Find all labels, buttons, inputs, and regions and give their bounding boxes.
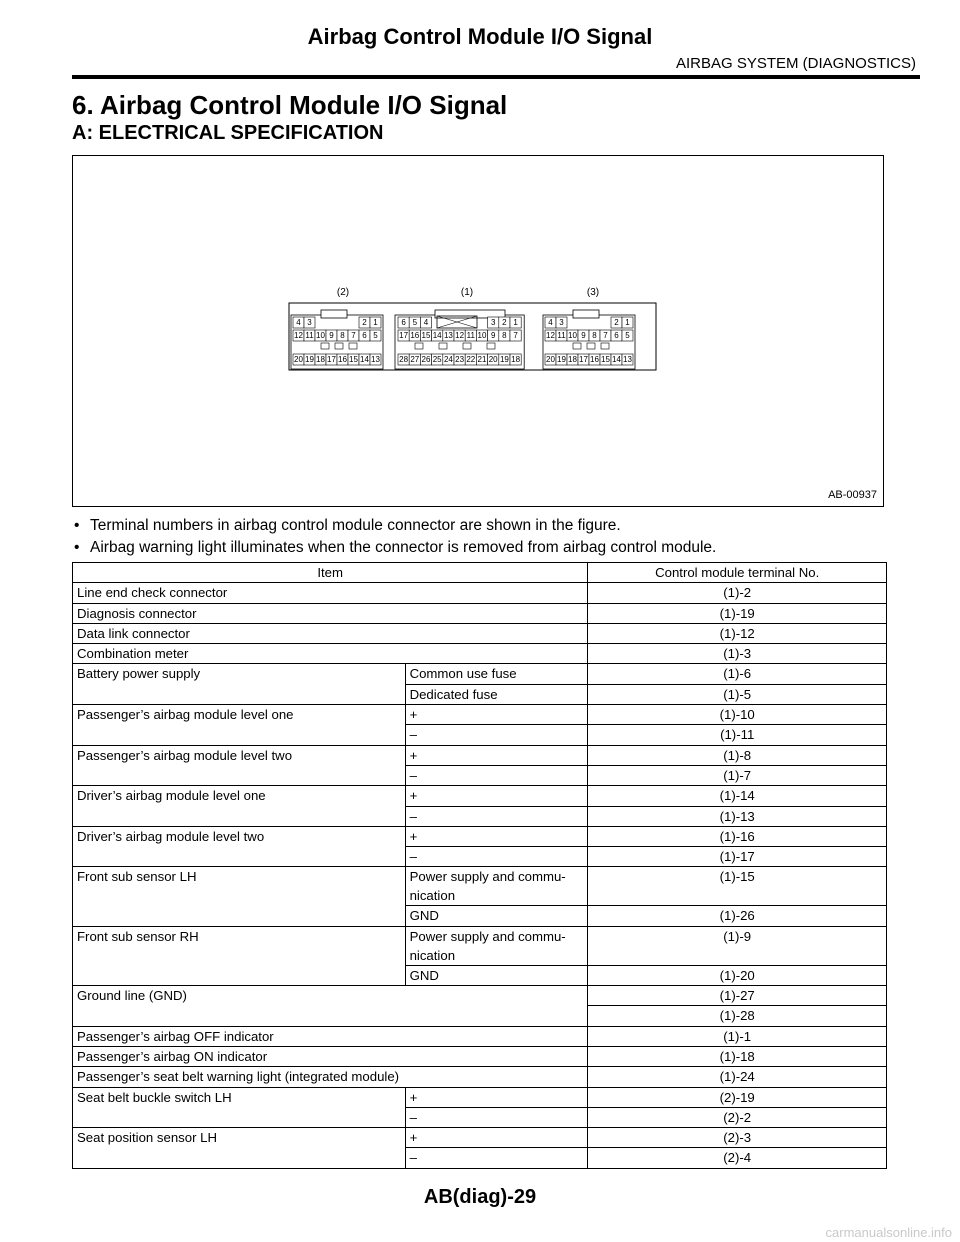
cell-terminal: (1)-1 <box>588 1026 887 1046</box>
connector-key <box>573 343 581 349</box>
table-header-row <box>73 563 887 583</box>
table-row <box>73 583 887 603</box>
cell-item: Battery power supply <box>73 664 406 705</box>
cell-terminal: (1)-18 <box>588 1046 887 1066</box>
terminal-label: 19 <box>499 355 509 364</box>
header-divider <box>72 75 920 79</box>
section-title: 6. Airbag Control Module I/O Signal <box>72 90 508 120</box>
cell-item: Passenger’s airbag ON indicator <box>73 1046 588 1066</box>
terminal-label: 18 <box>316 355 325 364</box>
terminal-label: 7 <box>603 331 608 340</box>
cell-terminal: (1)-7 <box>588 765 887 785</box>
connector-2 <box>291 310 383 369</box>
connector-key <box>463 343 471 349</box>
table-row <box>73 664 887 684</box>
terminal-label: 13 <box>443 331 453 340</box>
terminal-label: 16 <box>338 355 347 364</box>
cell-terminal: (1)-11 <box>588 725 887 745</box>
table-row <box>73 603 887 623</box>
terminal-label: 17 <box>327 355 336 364</box>
cell-sub <box>405 926 588 965</box>
page-header-title: Airbag Control Module I/O Signal <box>307 24 653 49</box>
connector-latch <box>573 310 599 318</box>
terminal-label: 12 <box>294 331 303 340</box>
cell-terminal: (1)-13 <box>588 806 887 826</box>
terminal-label: 18 <box>511 355 521 364</box>
terminal-label: 11 <box>466 331 475 340</box>
terminal-label: 20 <box>546 355 555 364</box>
cell-item: Passenger’s seat belt warning light (integrated module) <box>73 1067 588 1087</box>
cell-item: Passenger’s airbag module level one <box>73 705 406 746</box>
terminal-label: 1 <box>625 318 630 327</box>
connector-label-1: (1) <box>460 287 474 298</box>
cell-terminal: (2)-19 <box>588 1087 887 1107</box>
terminal-label: 8 <box>340 331 345 340</box>
cell-sub: + <box>405 1087 588 1107</box>
cell-item: Seat position sensor LH <box>73 1128 406 1169</box>
connector-key <box>321 343 329 349</box>
io-signal-table <box>72 562 887 1169</box>
terminal-label: 26 <box>421 355 431 364</box>
table-row <box>73 745 887 765</box>
cell-sub: + <box>405 705 588 725</box>
connector-key <box>349 343 357 349</box>
cell-item: Driver’s airbag module level two <box>73 826 406 867</box>
cell-sub: + <box>405 786 588 806</box>
cell-terminal: (1)-26 <box>588 906 887 926</box>
cell-terminal: (2)-2 <box>588 1107 887 1127</box>
connector-figure <box>72 155 884 507</box>
terminal-label: 2 <box>502 318 507 327</box>
terminal-label: 16 <box>590 355 599 364</box>
cell-terminal: (1)-28 <box>588 1006 887 1026</box>
cell-sub: – <box>405 806 588 826</box>
header-item: Item <box>73 563 588 583</box>
table-row <box>73 1046 887 1066</box>
terminal-label: 4 <box>296 318 301 327</box>
terminal-label: 7 <box>513 331 518 340</box>
cell-terminal: (1)-5 <box>588 684 887 704</box>
connector-key <box>439 343 447 349</box>
terminal-label: 6 <box>362 331 367 340</box>
terminal-label: 4 <box>548 318 553 327</box>
terminal-label: 10 <box>316 331 325 340</box>
table-row <box>73 1067 887 1087</box>
terminal-label: 25 <box>432 355 442 364</box>
connector-label-3: (3) <box>586 287 600 298</box>
terminal-label: 13 <box>371 355 380 364</box>
cell-sub-line: Power supply and commu- <box>409 928 566 944</box>
terminal-label: 10 <box>568 331 577 340</box>
terminal-label: 14 <box>612 355 621 364</box>
terminal-label: 6 <box>401 318 406 327</box>
cell-terminal: (1)-15 <box>588 867 887 906</box>
terminal-label: 28 <box>399 355 409 364</box>
page-header-subtitle: AIRBAG SYSTEM (DIAGNOSTICS) <box>675 55 916 72</box>
terminal-label: 6 <box>614 331 619 340</box>
cell-item: Line end check connector <box>73 583 588 603</box>
connector-diagram <box>73 156 885 508</box>
connector-label-2: (2) <box>336 287 350 298</box>
cell-sub: – <box>405 1107 588 1127</box>
terminal-label: 8 <box>592 331 597 340</box>
terminal-label: 14 <box>360 355 369 364</box>
watermark: carmanualsonline.info <box>825 1225 952 1240</box>
cell-sub-line: Power supply and commu- <box>409 869 566 885</box>
terminal-label: 9 <box>490 331 496 340</box>
terminal-label: 27 <box>410 355 420 364</box>
cell-terminal: (1)-9 <box>588 926 887 965</box>
connector-3 <box>543 310 635 369</box>
cell-sub: + <box>405 1128 588 1148</box>
terminal-label: 3 <box>490 318 496 327</box>
terminal-label: 17 <box>399 331 409 340</box>
cell-terminal: (2)-3 <box>588 1128 887 1148</box>
table-row <box>73 786 887 806</box>
terminal-label: 9 <box>581 331 586 340</box>
cell-item: Diagnosis connector <box>73 603 588 623</box>
terminal-label: 19 <box>305 355 314 364</box>
terminal-label: 5 <box>625 331 630 340</box>
table-row <box>73 986 887 1006</box>
connector-1 <box>395 310 524 369</box>
connector-key <box>415 343 423 349</box>
figure-id: AB-00937 <box>828 489 877 501</box>
cell-terminal: (1)-20 <box>588 965 887 985</box>
cell-item: Seat belt buckle switch LH <box>73 1087 406 1128</box>
cell-terminal: (1)-14 <box>588 786 887 806</box>
connector-key <box>601 343 609 349</box>
cell-sub: + <box>405 745 588 765</box>
cell-sub: – <box>405 847 588 867</box>
terminal-label: 3 <box>559 318 564 327</box>
cell-terminal: (1)-17 <box>588 847 887 867</box>
cell-item: Data link connector <box>73 623 588 643</box>
terminal-label: 7 <box>351 331 356 340</box>
table-row <box>73 826 887 846</box>
terminal-label: 11 <box>305 331 314 340</box>
table-row <box>73 867 887 906</box>
terminal-label: 22 <box>466 355 476 364</box>
terminal-label: 19 <box>557 355 566 364</box>
cell-terminal: (1)-24 <box>588 1067 887 1087</box>
terminal-label: 20 <box>488 355 498 364</box>
cell-item: Passenger’s airbag OFF indicator <box>73 1026 588 1046</box>
cell-sub: GND <box>405 906 588 926</box>
terminal-label: 13 <box>623 355 632 364</box>
terminal-label: 17 <box>579 355 588 364</box>
terminal-label: 1 <box>373 318 378 327</box>
cell-sub: GND <box>405 965 588 985</box>
terminal-label: 20 <box>294 355 303 364</box>
cell-terminal: (1)-16 <box>588 826 887 846</box>
table-row <box>73 623 887 643</box>
note-item: • Airbag warning light illuminates when the connector is removed from airbag control module. <box>72 537 716 559</box>
terminal-label: 12 <box>546 331 555 340</box>
terminal-label: 18 <box>568 355 577 364</box>
terminal-label: 15 <box>421 331 431 340</box>
terminal-label: 8 <box>502 331 507 340</box>
cell-sub <box>405 867 588 906</box>
terminal-label: 5 <box>412 318 418 327</box>
cell-item: Combination meter <box>73 644 588 664</box>
note-item: • Terminal numbers in airbag control module connector are shown in the figure. <box>72 515 716 537</box>
terminal-label: 24 <box>443 355 453 364</box>
terminal-label: 2 <box>362 318 367 327</box>
cell-sub: Common use fuse <box>405 664 588 684</box>
cell-terminal: (2)-4 <box>588 1148 887 1168</box>
cell-sub: Dedicated fuse <box>405 684 588 704</box>
connector-key <box>587 343 595 349</box>
terminal-label: 12 <box>455 331 465 340</box>
terminal-label: 4 <box>423 318 429 327</box>
cell-terminal: (1)-10 <box>588 705 887 725</box>
cell-item: Front sub sensor LH <box>73 867 406 926</box>
cell-sub: + <box>405 826 588 846</box>
cell-sub: – <box>405 1148 588 1168</box>
terminal-label: 14 <box>432 331 442 340</box>
table-row <box>73 1087 887 1107</box>
cell-item: Front sub sensor RH <box>73 926 406 985</box>
terminal-label: 21 <box>477 355 487 364</box>
terminal-label: 10 <box>477 331 487 340</box>
terminal-label: 1 <box>513 318 518 327</box>
terminal-label: 2 <box>614 318 619 327</box>
connector-key <box>335 343 343 349</box>
connector-key <box>487 343 495 349</box>
cell-terminal: (1)-2 <box>588 583 887 603</box>
cell-terminal: (1)-6 <box>588 664 887 684</box>
table-row <box>73 705 887 725</box>
cell-sub-line: nication <box>409 947 456 963</box>
cell-terminal: (1)-3 <box>588 644 887 664</box>
header-terminal: Control module terminal No. <box>588 563 887 583</box>
terminal-label: 16 <box>410 331 420 340</box>
terminal-label: 11 <box>557 331 566 340</box>
terminal-label: 9 <box>329 331 334 340</box>
cell-terminal: (1)-8 <box>588 745 887 765</box>
cell-item: Ground line (GND) <box>73 986 588 1027</box>
table-row <box>73 1026 887 1046</box>
cell-terminal: (1)-27 <box>588 986 887 1006</box>
cell-sub: – <box>405 765 588 785</box>
cell-item: Driver’s airbag module level one <box>73 786 406 827</box>
table-row <box>73 644 887 664</box>
terminal-label: 3 <box>307 318 312 327</box>
cell-terminal: (1)-19 <box>588 603 887 623</box>
cell-sub-line: nication <box>409 888 456 904</box>
table-row <box>73 1128 887 1148</box>
notes-list <box>72 515 716 559</box>
connector-latch <box>321 310 347 318</box>
terminal-label: 23 <box>455 355 465 364</box>
terminal-label: 15 <box>601 355 610 364</box>
page-number: AB(diag)-29 <box>423 1186 537 1208</box>
terminal-label: 15 <box>349 355 358 364</box>
terminal-label: 5 <box>373 331 378 340</box>
cell-item: Passenger’s airbag module level two <box>73 745 406 786</box>
subsection-title: A: ELECTRICAL SPECIFICATION <box>72 122 384 144</box>
cell-sub: – <box>405 725 588 745</box>
cell-terminal: (1)-12 <box>588 623 887 643</box>
table-row <box>73 926 887 965</box>
